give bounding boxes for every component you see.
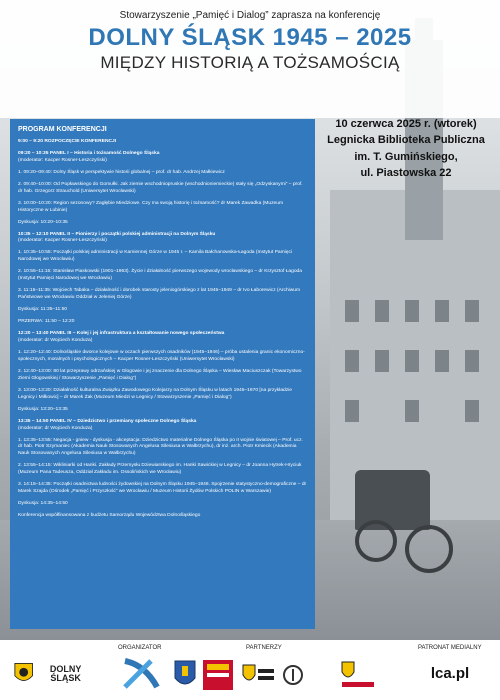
program-panel — [10, 119, 315, 629]
panel-2-discussion: Dyskusja: 11:35–11:50 — [18, 307, 68, 313]
panel-1-talk-1: 1. 09:20–09:40: Dolny Śląsk w perspektywie historii globalnej – prof. dr hab. Andrzej Małkiewicz — [18, 169, 225, 175]
conference-title: DOLNY ŚLĄSK 1945 – 2025 — [88, 24, 412, 51]
panel-1-moderator: (moderator: Kacper Rosner-Leszczyński) — [18, 157, 107, 163]
conference-subtitle: MIĘDZY HISTORIĄ A TOŻSAMOŚCIĄ — [100, 53, 400, 72]
partner-ds-logo — [240, 662, 278, 688]
panel-3-talk-1: 1. 12:20–12:40: Dolnośląskie dworce kolejowe w oczach pierwszych osadników (1945–1946) – próba ustalenia granic ekonomiczno-społecznych, moralnych i psychologicznych – Kacper Rosner-Leszczyński (Uniwersytet Wrocławski) — [18, 349, 305, 362]
media-patron-label: PATRONAT MEDIALNY — [418, 645, 482, 651]
panel-1-discussion: Dyskusja: 10:20–10:35 — [18, 219, 68, 225]
program-title: PROGRAM KONFERENCJI — [18, 126, 107, 133]
panel-1-talk-3: 3. 10:00–10:20: Region sezonowy? Zagłębie Miedziowe. Czy ma swoją historię i tożsamość? dr Marek Zawadka (Muzeum Historyczne w Lubinie) — [18, 200, 284, 213]
eagle-crest-icon — [14, 661, 33, 687]
panel-2-talk-2: 2. 10:55–11:15: Stanisław Piaskowski (1901–1963). Życie i działalność pierwszego wojewody wrocławskiego – dr Krzysztof Łagoda (Instytut Pamięci Narodowej we Wrocławiu) — [18, 269, 302, 282]
funding-note: Konferencja współfinansowana z budżetu Samorządu Województwa Dolnośląskiego — [18, 513, 201, 519]
legnica-crest-icon — [174, 660, 196, 690]
panel-1-talk-2: 2. 09:40–10:00: Od Popławskiego do Gomułki. Jak ziemie wschodniopruskie (wschodnioniemieckie) stały się „Odzyskanymi” – prof. dr hab. Grzegorz Strauchold (Uniwersytet Wrocławski) — [18, 181, 303, 194]
panel-3-talk-3: 3. 13:00–13:20: Działalność kulturalna Związku Zawodowego Kolejarzy na Dolnym Śląsku w latach 1945–1970 [na przykładzie Legnicy i Miłkowic] – dr Marek Żak (Muzeum Miedzi w Legnicy / Stowarzyszenie „Pamięć i Dialog”) — [18, 387, 293, 400]
ibp-logo-icon — [283, 665, 303, 685]
legnica-crest-logo — [173, 658, 197, 692]
opening-line: 9:00 – 9:20 ROZPOCZĘCIE KONFERENCJI — [18, 138, 117, 144]
organizer-logo — [118, 656, 164, 696]
panel-4-moderator: (moderator: dr Wojciech Konduza) — [18, 425, 93, 431]
panel-2-talk-1: 1. 10:35–10:55: Początki polskiej administracji w Kamiennej Górze w 1945 r. – Kamila Bałchanowska-Łagoda (Instytut Pamięci Narodowej we Wrocławiu) — [18, 250, 293, 263]
rail-logo-icon — [340, 660, 376, 690]
panel-4-talk-2: 2. 13:55–14:15: Wikliniarki od Hanki. Zakłady Przemysłu Dziewiarskiego im. Hanki Sawickiej w Legnicy – dr Joanna Hytrek-Hryciuk (Muzeum Pana Tadeusza, Oddział Zakładu im. Ossolińskich we Wrocławiu) — [18, 463, 302, 476]
panel-2-moderator: (moderator: Kacper Rosner-Leszczyński) — [18, 238, 107, 244]
event-date: 10 czerwca 2025 r. (wtorek) — [335, 118, 477, 130]
dolny-slask-logo — [14, 658, 94, 690]
break-line: PRZERWA: 11:50 – 12:20 — [18, 319, 75, 325]
koleje-dolnoslaskie-logo — [338, 658, 378, 692]
lca-logo-text: lca.pl — [430, 664, 470, 682]
event-info — [320, 116, 492, 181]
panel-4-talk-1: 1. 13:35–13:55: Negacja - gniew - dyskusja - akceptacja: Dziedzictwo materialne Dolnego Śląska po II wojnie światowej – Prof. ucz. dr hab. Piotr Szymaniec (Akademia Nauk Stosowanych Angelusa Silesiusa w Wałbrzychu), dr inż. arch. Piotr Kmiecik (Akademia Nauk Stosowanych Angelusa Silesiusa w Wałbrzychu) — [18, 437, 303, 457]
muzeum-miedzi-logo — [201, 658, 235, 692]
dolny-slask-small-logo-icon — [242, 664, 276, 686]
panel-3-discussion: Dyskusja: 13:20–13:35 — [18, 406, 68, 412]
pamiec-i-dialog-logo-icon — [121, 657, 161, 695]
panel-3-moderator: (moderator: dr Wojciech Konduza) — [18, 338, 93, 343]
header — [0, 0, 500, 118]
panel-2-heading: 10:35 – 12:10 PANEL II – Pionierzy i początki polskiej administracji na Dolnym Śląsku — [18, 231, 216, 237]
event-address: ul. Piastowska 22 — [360, 166, 452, 179]
panel-3-talk-2: 2. 12:40–13:00: 80 lat przeprawy odrzańskiej w Głogowie i jej znaczenie dla Dolnego Śląska – Wiesław Maciuszczak (Towarzystwo Ziemi Głogowskiej / Stowarzyszenie „Pamięć i Dialog”) — [18, 368, 302, 381]
museum-logo-icon — [202, 659, 234, 691]
lca-logo — [420, 658, 480, 688]
ibp-logo — [282, 664, 304, 686]
organizer-label: ORGANIZATOR — [118, 645, 162, 651]
invitation-text: Stowarzyszenie „Pamięć i Dialog” zaprasza na konferencję — [119, 10, 381, 21]
panel-4-talk-3: 3. 14:15–14:35: Początki osadnictwa ludności żydowskiej na Dolnym Śląsku 1945–1946. Spojrzenie statystyczno-demograficzne – dr Marek Szajda (Ośrodek „Pamięć i Przyszłość” we Wrocławiu / Muzeum Historii Żydów Polskich POLIN w Warszawie) — [18, 482, 307, 495]
event-venue-line-1: Legnicka Biblioteka Publiczna — [327, 134, 485, 147]
panel-4-heading: 13:35 – 14:50 PANEL IV – Dziedzictwo i przemiany społeczne Dolnego Śląska — [18, 418, 197, 424]
panel-1-heading: 09:20 – 10:35 PANEL I – Historia i tożsamość Dolnego Śląska — [18, 150, 160, 156]
sponsor-footer — [0, 640, 500, 700]
panel-3-heading: 12:20 – 13:40 PANEL III – Kolej i jej infrastruktura a kształtowanie nowego społeczeństwa — [18, 331, 225, 337]
panel-2-talk-3: 3. 11:15–11:35: Wojciech Tabaka – działalność i dorobek starosty jeleniogórskiego z lat 1945–1949 – dr Ivo Łaborewicz (Archiwum Państwowe we Wrocławiu Oddział w Jeleniej Górze) — [18, 288, 301, 301]
partners-label: PARTNERZY — [246, 645, 282, 651]
event-venue-line-2: im. T. Gumińskiego, — [354, 150, 458, 163]
dolny-slask-logo-text: DOLNY ŚLĄSK — [49, 664, 82, 683]
panel-4-discussion: Dyskusja: 14:35–14:50 — [18, 501, 68, 507]
